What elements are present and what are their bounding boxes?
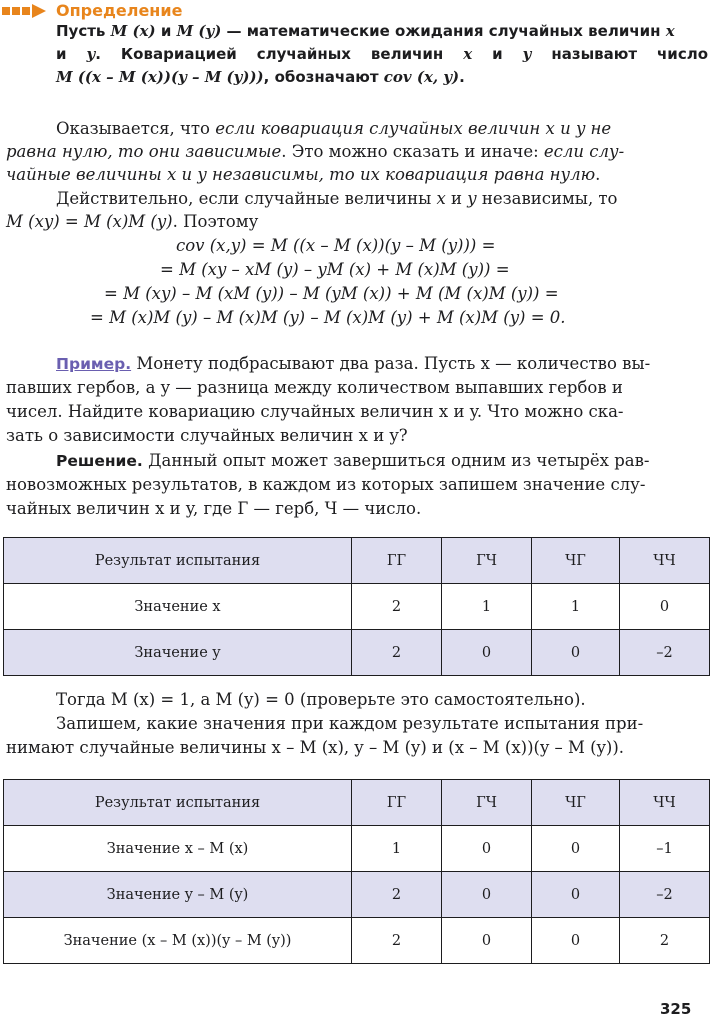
table-cell: 0 [532,826,620,872]
table-row [4,872,710,918]
table-header-cell: ЧГ [532,780,620,826]
paragraph2-line-2: M (xy) = M (x)M (y). Поэтому [6,212,259,231]
equation-line-3: = M (xy) – M (xM (y)) – M (yM (x)) + M (M (x)M (y)) = [104,284,559,303]
example-line-1: Пример. Монету подбрасывают два раза. Пусть x — количество вы- [56,354,651,373]
table-row [4,826,710,872]
solution-label: Решение. [56,452,143,470]
table-cell: Значение x [4,584,352,630]
table-header-cell: ГЧ [442,538,532,584]
example-line-2: павших гербов, а y — разница между количеством выпавших гербов и [6,378,623,397]
table-header-cell: ГЧ [442,780,532,826]
paragraph1-line-2: равна нулю, то они зависимые. Это можно сказать и иначе: если слу- [6,142,625,161]
definition-title: Определение [56,1,183,20]
table-header-cell: ЧЧ [620,538,710,584]
example-line-4: зать о зависимости случайных величин x и y? [6,426,408,445]
table-header-cell: ЧГ [532,538,620,584]
table-cell: 0 [442,630,532,676]
table-cell: Значение x – M (x) [4,826,352,872]
table-cell: 2 [352,872,442,918]
solution-line-2: новозможных результатов, в каждом из которых запишем значение слу- [6,475,646,494]
table-header-cell: ЧЧ [620,780,710,826]
table-cell: 2 [620,918,710,964]
after-table-line-3: нимают случайные величины x – M (x), y – M (y) и (x – M (x))(y – M (y)). [6,738,625,757]
table-cell: 0 [620,584,710,630]
table-header-cell: ГГ [352,780,442,826]
table-cell: 0 [532,918,620,964]
definition-line-1: Пусть M (x) и M (y) — математические ожидания случайных величин x [56,22,675,40]
table-row [4,918,710,964]
table-cell: 0 [532,630,620,676]
table-cell: 1 [532,584,620,630]
table-cell: 2 [352,630,442,676]
table-cell: –2 [620,630,710,676]
after-table-line-1: Тогда M (x) = 1, а M (y) = 0 (проверьте это самостоятельно). [56,690,586,709]
table-cell: 0 [532,872,620,918]
definition-line-2: и y. Ковариацией случайных величин x и y называют число [56,45,709,63]
paragraph1-line-1: Оказывается, что если ковариация случайных величин x и y не [56,119,612,138]
table-header-cell: ГГ [352,538,442,584]
definition-arrow-icon [2,3,48,19]
table-cell: Значение y [4,630,352,676]
after-table-line-2: Запишем, какие значения при каждом результате испытания при- [56,714,644,733]
table-header-row [4,538,710,584]
equation-line-1: cov (x,y) = M ((x – M (x))(y – M (y))) = [176,236,496,255]
values-table [3,537,710,676]
example-label: Пример. [56,355,132,373]
solution-line-1: Решение. Данный опыт может завершиться одним из четырёх рав- [56,451,650,470]
table-cell: 0 [442,872,532,918]
equation-line-2: = M (xy – xM (y) – yM (x) + M (x)M (y)) = [160,260,510,279]
page-number: 325 [660,1000,692,1018]
table-header-cell: Результат испытания [4,780,352,826]
table-cell: 1 [352,826,442,872]
table-row [4,630,710,676]
table-cell: –1 [620,826,710,872]
definition-line-3: M ((x – M (x))(y – M (y))), обозначают cov (x, y). [56,68,465,86]
solution-line-3: чайных величин x и y, где Г — герб, Ч — число. [6,499,422,518]
table-header-row [4,780,710,826]
table-cell: Значение (x – M (x))(y – M (y)) [4,918,352,964]
table-cell: 0 [442,826,532,872]
table-cell: 0 [442,918,532,964]
table-cell: 2 [352,918,442,964]
example-line-3: чисел. Найдите ковариацию случайных величин x и y. Что можно ска- [6,402,624,421]
table-cell: 1 [442,584,532,630]
paragraph1-line-3: чайные величины x и y независимы, то их ковариация равна нулю. [6,165,601,184]
table-cell: –2 [620,872,710,918]
paragraph2-line-1: Действительно, если случайные величины x и y независимы, то [56,189,618,208]
table-header-cell: Результат испытания [4,538,352,584]
table-cell: Значение y – M (y) [4,872,352,918]
equation-line-4: = M (x)M (y) – M (x)M (y) – M (x)M (y) + M (x)M (y) = 0. [90,308,566,327]
deviations-table [3,779,710,964]
table-row [4,584,710,630]
table-cell: 2 [352,584,442,630]
